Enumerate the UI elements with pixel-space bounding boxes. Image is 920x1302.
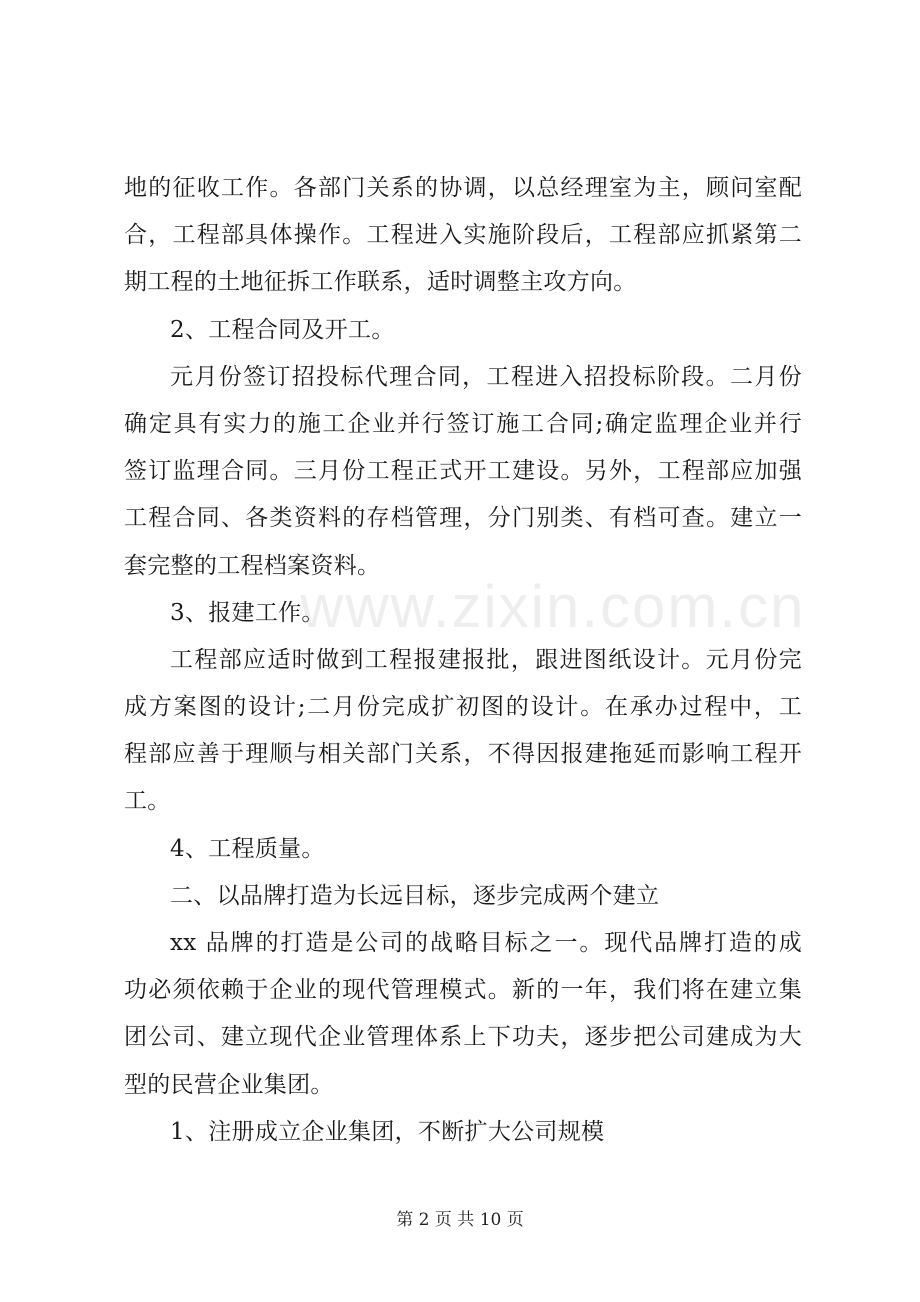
text-line: 地的征收工作。各部门关系的协调，以总经理室为主，顾问室配	[124, 175, 802, 201]
section-heading: 3、报建工作。	[170, 599, 325, 626]
text-line: 签订监理合同。三月份工程正式开工建设。另外，工程部应加强	[124, 458, 802, 485]
chapter-heading: 二、以品牌打造为长远目标，逐步完成两个建立	[170, 882, 660, 909]
text-line: 型的民营企业集团。	[124, 1071, 334, 1098]
text-line: 工程合同、各类资料的存档管理，分门别类、有档可查。建立一	[124, 505, 802, 532]
paragraph-first-line: 工程部应适时做到工程报建报批，跟进图纸设计。元月份完	[170, 646, 802, 673]
paragraph-first-line: xx 品牌的打造是公司的战略目标之一。现代品牌打造的成	[170, 930, 802, 956]
text-line: 功必须依赖于企业的现代管理模式。新的一年，我们将在建立集	[124, 977, 802, 1004]
text-line: 团公司、建立现代企业管理体系上下功夫，逐步把公司建成为大	[124, 1024, 802, 1051]
body-text	[124, 165, 802, 1156]
text-line: 合，工程部具体操作。工程进入实施阶段后，工程部应抓紧第二	[124, 222, 802, 249]
text-line: 确定具有实力的施工企业并行签订施工合同;确定监理企业并行	[124, 410, 802, 437]
watermark: www.zixin.com.cn	[300, 573, 806, 640]
section-heading: 2、工程合同及开工。	[170, 316, 395, 343]
text-line: 套完整的工程档案资料。	[124, 552, 381, 579]
section-heading: 1、注册成立企业集团，不断扩大公司规模	[170, 1118, 605, 1145]
page-number-footer: 第 2 页 共 10 页	[396, 1210, 524, 1230]
text-line: 成方案图的设计;二月份完成扩初图的设计。在承办过程中，工	[124, 694, 802, 721]
text-line: 期工程的土地征拆工作联系，适时调整主攻方向。	[124, 269, 637, 296]
text-line: 程部应善于理顺与相关部门关系，不得因报建拖延而影响工程开	[124, 741, 802, 768]
text-line: 工。	[124, 788, 171, 815]
section-heading: 4、工程质量。	[170, 835, 325, 862]
paragraph-first-line: 元月份签订招投标代理合同，工程进入招投标阶段。二月份	[170, 363, 802, 390]
